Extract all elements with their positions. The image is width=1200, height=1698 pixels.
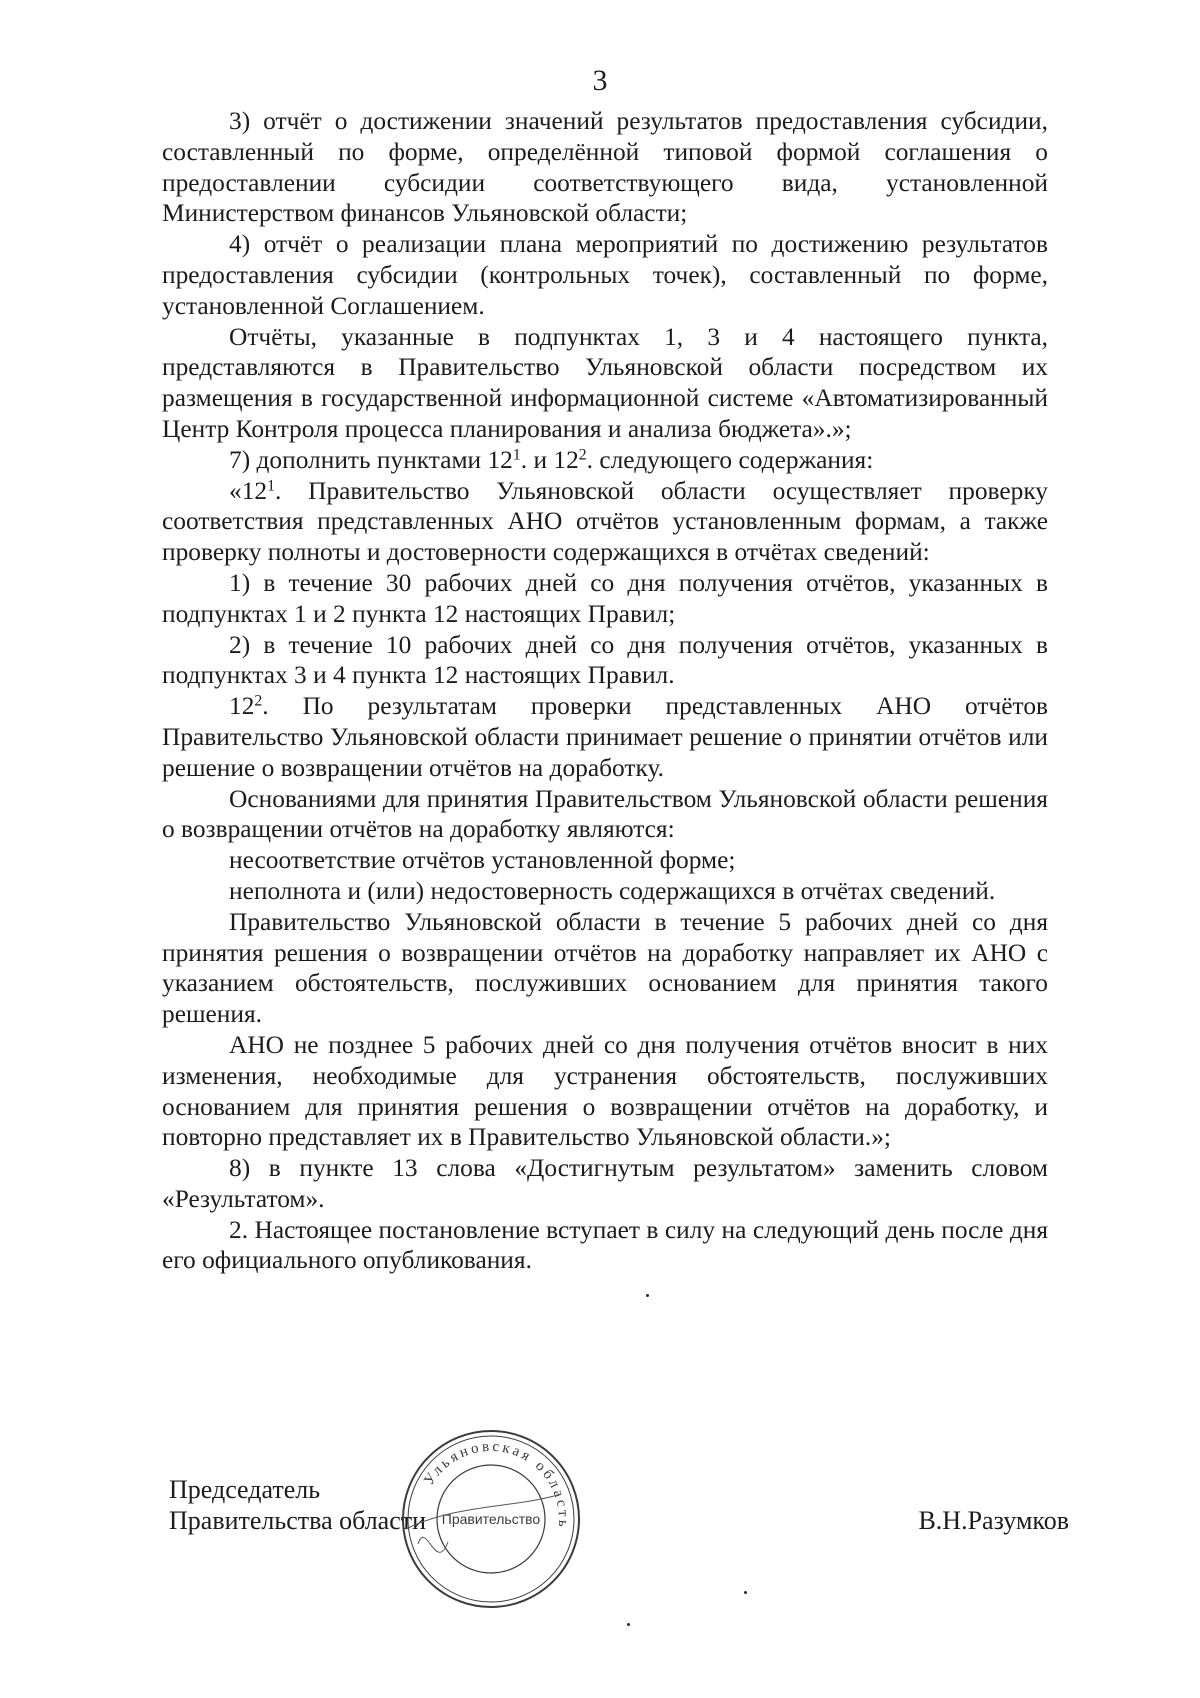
- ink-speck: [646, 1294, 649, 1297]
- superscript: 1: [512, 446, 521, 464]
- paragraph-term-30-days: 1) в течение 30 рабочих дней со дня получения отчётов, указанных в подпунктах 1 и 2 пункта 12 настоящих Правил;: [162, 568, 1048, 628]
- text-segment: . По результатам проверки представленных АНО отчётов Правительство Ульяновской области принимает решение о принятии отчётов или решение о возвращении отчётов на доработку.: [162, 692, 1048, 782]
- paragraph-report-4: 4) отчёт о реализации плана мероприятий по достижению результатов предоставления субсидии (контрольных точек), составленный по форме, установленной Соглашением.: [162, 230, 1048, 320]
- signatory-name: В.Н.Разумков: [918, 1506, 1069, 1535]
- ink-speck: [627, 1623, 630, 1626]
- signatory-title: [169, 1474, 426, 1536]
- text-segment: 12: [229, 692, 255, 721]
- text-segment: 7) дополнить пунктами 12: [229, 445, 513, 474]
- paragraph-12-1: [162, 476, 1048, 568]
- paragraph-amendment-8: 8) в пункте 13 слова «Достигнутым результатом» заменить словом «Результатом».: [162, 1154, 1048, 1213]
- paragraph-resubmission: АНО не позднее 5 рабочих дней со дня получения отчётов вносит в них изменения, необходимые для устранения обстоятельств, послуживших основанием для принятия решения о возвращении отчётов на доработку, и повторно представляет их в Правительство Ульяновской области.»;: [162, 1030, 1048, 1152]
- official-seal-stamp: [396, 1424, 586, 1614]
- paragraph-term-10-days: 2) в течение 10 рабочих дней со дня получения отчётов, указанных в подпунктах 3 и 4 пункта 12 настоящих Правил.: [162, 630, 1048, 690]
- paragraph-amendment-7: [162, 445, 1048, 476]
- document-body: [162, 106, 1048, 1276]
- signatory-title-line-2: Правительства области: [169, 1506, 427, 1535]
- seal-center-text: Правительство: [441, 1511, 541, 1527]
- text-segment: . Правительство Ульяновской области осуществляет проверку соответствия представленных АНО отчётов установленным формам, а также проверку полноты и достоверности содержащихся в отчётах сведений:: [162, 476, 1048, 567]
- page-number: 3: [592, 64, 608, 97]
- ink-speck: [744, 1591, 747, 1594]
- paragraph-return-procedure: Правительство Ульяновской области в течение 5 рабочих дней со дня принятия решения о возвращении отчётов на доработку направляет их АНО с указанием обстоятельств, послуживших основанием для принятия такого решения.: [162, 907, 1048, 1029]
- paragraph-report-3: 3) отчёт о достижении значений результатов предоставления субсидии, составленный по форме, определённой типовой формой соглашения о предоставлении субсидии соответствующего вида, установленной Министерством финансов Ульяновской области;: [162, 107, 1048, 228]
- superscript: 1: [267, 476, 275, 494]
- text-segment: . следующего содержания:: [586, 445, 874, 474]
- superscript: 2: [578, 446, 587, 464]
- text-segment: . и 12: [520, 445, 579, 474]
- paragraph-grounds: Основаниями для принятия Правительством Ульяновской области решения о возвращении отчётов на доработку являются:: [162, 784, 1048, 844]
- signatory-title-line-1: Председатель: [169, 1475, 321, 1504]
- paragraph-ground-2: неполнота и (или) недостоверность содержащихся в отчётах сведений.: [229, 876, 996, 905]
- superscript: 2: [254, 692, 263, 710]
- paragraph-reports-submission: Отчёты, указанные в подпунктах 1, 3 и 4 настоящего пункта, представляются в Правительство Ульяновской области посредством их размещения в государственной информационной системе «Автоматизированный Центр Контроля процесса планирования и анализа бюджета».»;: [162, 322, 1048, 443]
- paragraph-ground-1: несоответствие отчётов установленной форме;: [229, 846, 736, 875]
- text-segment: «12: [229, 476, 268, 505]
- seal-ring-text: Ульяновская область: [421, 1438, 572, 1531]
- paragraph-12-2: [162, 691, 1048, 783]
- paragraph-entry-into-force: 2. Настоящее постановление вступает в силу на следующий день после дня его официального опубликования.: [162, 1215, 1048, 1275]
